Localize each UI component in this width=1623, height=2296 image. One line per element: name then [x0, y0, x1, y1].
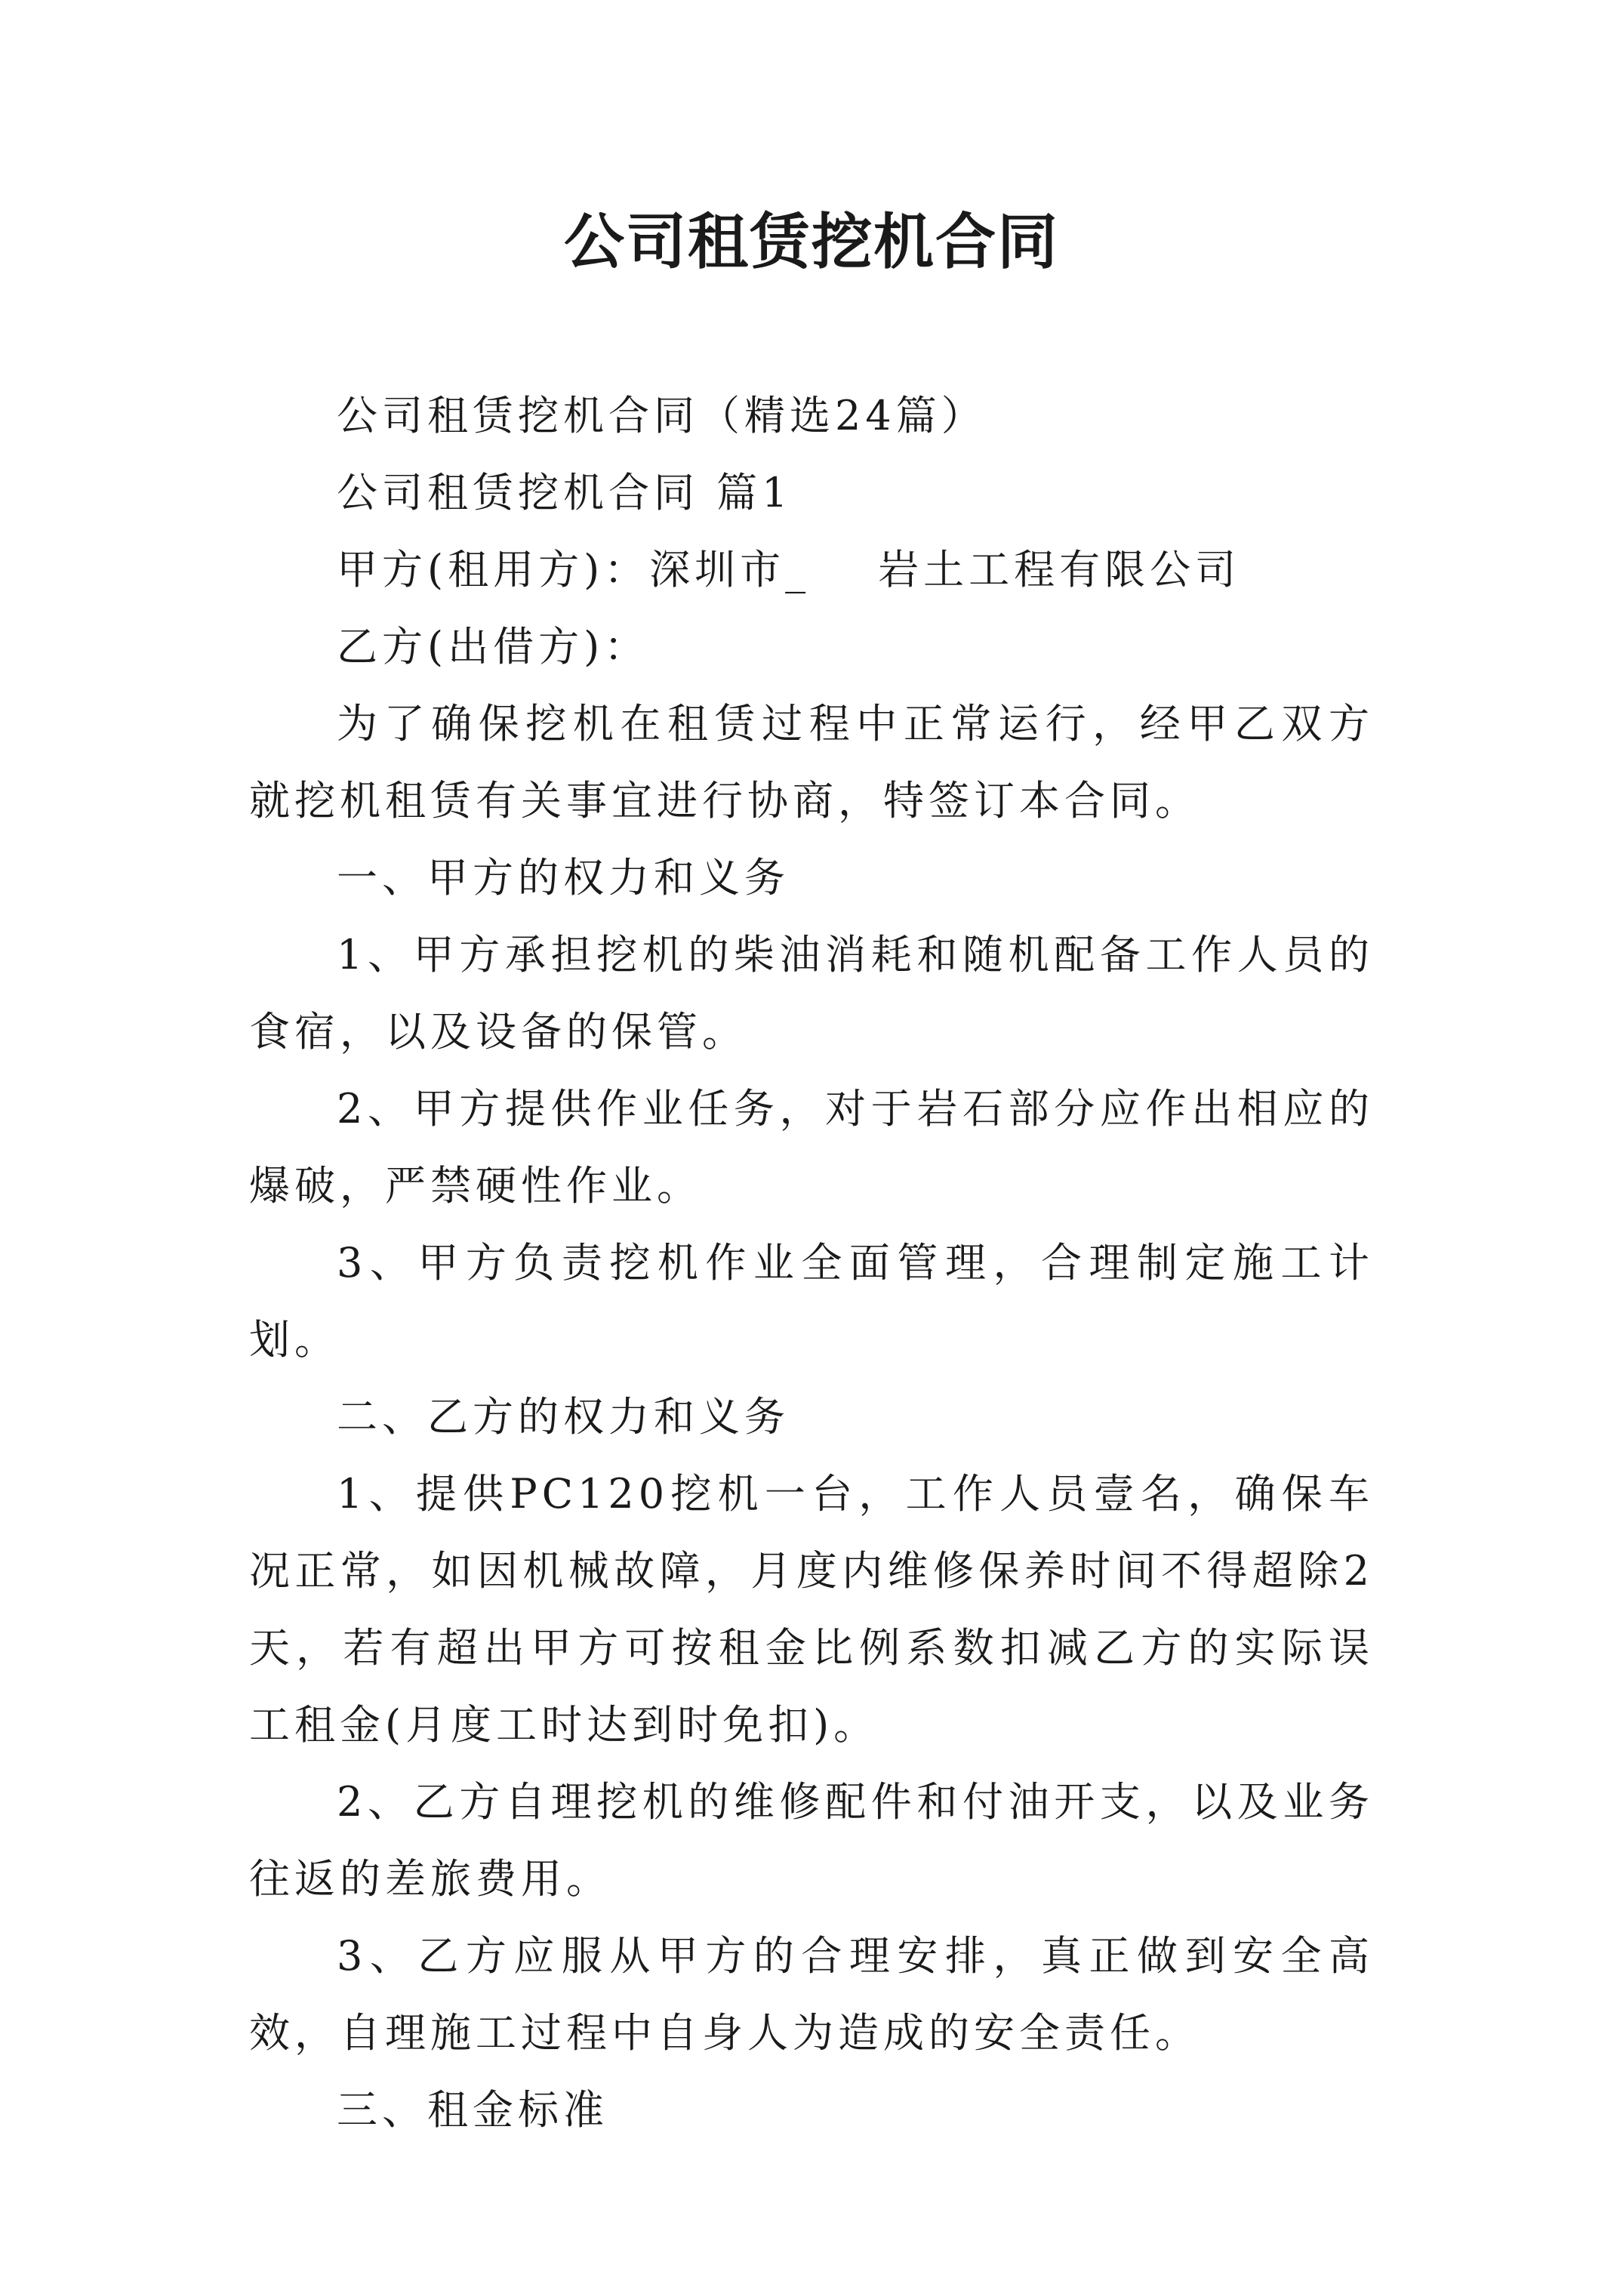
section3-title: 三、租金标准: [337, 2086, 608, 2134]
section2-item: 2、乙方自理挖机的维修配件和付油开支，以及业务往返的差旅费用。: [249, 1778, 1374, 1903]
document-title: 公司租赁挖机合同: [564, 206, 1059, 277]
section1-item: 3、甲方负责挖机作业全面管理，合理制定施工计划。: [249, 1239, 1374, 1364]
section2-title: 二、乙方的权力和义务: [337, 1393, 790, 1441]
document-body: [249, 378, 1374, 2149]
section1-item: 2、甲方提供作业任务，对于岩石部分应作出相应的爆破，严禁硬性作业。: [249, 1085, 1374, 1210]
section2-item: 3、乙方应服从甲方的合理安排，真正做到安全高效，自理施工过程中自身人为造成的安全责任。: [249, 1932, 1374, 2057]
party-a-label: 甲方(租用方)：深圳市_: [337, 546, 811, 593]
party-a-line: [249, 532, 1374, 609]
section2-item: 1、提供PC120挖机一台，工作人员壹名，确保车况正常，如因机械故障，月度内维修保养时间不得超除2天，若有超出甲方可按租金比例系数扣减乙方的实际误工租金(月度工时达到时免扣)。: [249, 1470, 1374, 1749]
party-a-company: 岩土工程有限公司: [878, 546, 1241, 593]
party-b-line: 乙方(出借方)：: [337, 623, 650, 670]
document-subtitle: 公司租赁挖机合同（精选24篇）: [337, 392, 987, 439]
section1-item: 1、甲方承担挖机的柴油消耗和随机配备工作人员的食宿，以及设备的保管。: [249, 931, 1374, 1056]
section-heading: 公司租赁挖机合同 篇1: [337, 469, 793, 516]
intro-paragraph: 为了确保挖机在租赁过程中正常运行，经甲乙双方就挖机租赁有关事宜进行协商，特签订本合同。: [249, 700, 1374, 824]
section1-title: 一、甲方的权力和义务: [337, 854, 790, 901]
